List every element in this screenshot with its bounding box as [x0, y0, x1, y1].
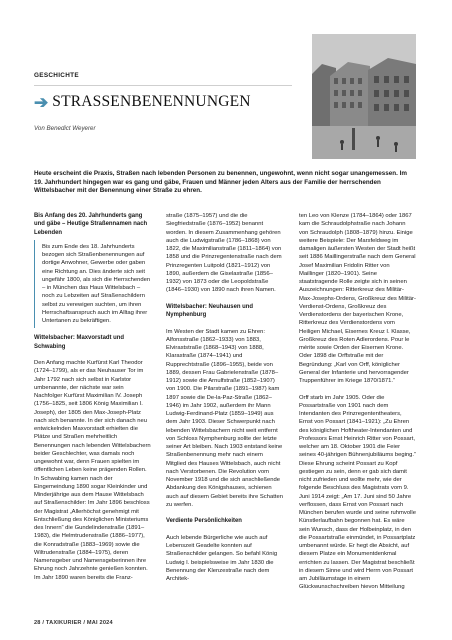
- subheading: Wittelsbacher: Maxvorstadt und Schwabing: [34, 335, 125, 350]
- page-footer: 28 / TAXIKURIER / MAI 2024: [34, 620, 113, 626]
- author-byline: Von Benedict Weyerer: [34, 125, 96, 132]
- info-box-text: Bis zum Ende des 18. Jahrhunderts bezogen sich Straßenbenennungen auf dortige Anwohner, Gewerbe oder gaben eine Richtung an. Dies änderte sich seit ungefähr 1800, als sich die Herrschenden – in München das Haus Wittelsbach – noch zu Lebzeiten auf Straßenschildern selbst zu verewigen suchten, um ihren Herrschaftsanspruch auch im Alltag ihrer Untertanen zu bekräftigen.: [42, 243, 151, 324]
- text-column-3: [299, 212, 416, 592]
- text-column-1: [34, 212, 151, 582]
- arrow-right-icon: ➔: [34, 92, 49, 112]
- subheading: Wittelsbacher: Neuhausen und Nymphenburg: [166, 303, 254, 318]
- info-box: [34, 240, 151, 329]
- paragraph: Im Westen der Stadt kamen zu Ehren: Alfonsstraße (1862–1933) von 1883, Elviraststraße (1868–1943) von 1888, Klarastraße (1874–1941) und Rupprechtstraße (1896–1955), beide von 1889, dessen Frau Gabrielenstraße (1878–1912) sowie die Arnulfstraße (1852–1907) von 1900. Die Pilarstraße (1891–1987) kam 1897 sowie die De-la-Paz-Straße (1862–1946) im Jahr 1902, außerdem ihr Mann Ludwig-Ferdinand-Platz (1859–1949) aus dem Jahr 1903. Dieser Schwerpunkt nach lebenden Wittelsbachern nicht weit entfernt von Schloss Nymphenburg sollte der letzte seiner Art bleiben. Nach 1903 entstand keine Straßenbenennung mehr nach einem Mitglied des Hauses Wittelsbach, auch nicht nach Verstorbenen. Die Revolution vom November 1918 und die sich anschließende Abdankung des Königshauses, schienen auch auf diesem Gebiet bereits ihre Schatten zu werfen.: [166, 328, 283, 508]
- paragraph: Orff starb im Jahr 1905. Oder die Possartstraße von 1901 nach dem Intendanten des Prinzregententheaters, Ernst von Possart (1841–1921): „Zu Ehren des königlichen Hoftheater-Intendanten und Professors Ernst Heinrich Ritter von Possart, welcher am 18. Oktober 1901 die Feier seines 40-jährigen Bühnenjubiläums beging.“ Diese Ehrung scheint Possart zu Kopf gestiegen zu sein, denn er gab sich damit nicht zufrieden und wollte mehr, wie der folgende Beschluss des Magistrats vom 9. Juni 1914 zeigt: „Am 17. Juni sind 50 Jahre verflossen, dass Ernst von Possart nach München berufen wurde und seine ruhmvolle Künstlerlaufbahn begonnen hat. Es wäre sein Wunsch, dass der Holbeinplatz, in den die Possartstraße einmündet, in Possartplatz umbenannt würde. Er hegt die Absicht, auf diesem Platze ein Monumentdenkmal errichten zu lassen. Der Magistrat beschließt in diesem Sinne und wird Herrn von Possart am Jubiläumstage in einem Glückwunschschreiben hievon Mitteilung: [299, 394, 416, 591]
- historic-street-photo: [312, 34, 416, 159]
- paragraph: Auch lebende Bürgerliche wie auch auf Lebenszeit Geadelte konnten auf Straßenschilder gelangen. So befahl König Ludwig I. beispielsweise im Jahr 1830 die Benennung der Klenzestraße nach dem Architek-: [166, 534, 278, 582]
- article-lede: Heute erscheint die Praxis, Straßen nach lebenden Personen zu benennen, ungewohnt, wenn nicht sogar unangemessen. Im 19. Jahrhundert hingegen war es gang und gäbe, Frauen und Männer jeden Alters aus der Familie der herrschenden Wittelsbacher mit der Benennung einer Straße zu ehren.: [34, 170, 407, 195]
- paragraph: Den Anfang machte Kurfürst Karl Theodor (1724–1799), als er das Neuhauser Tor im Jahr 1792 nach sich selbst in Karlstor umbenannte, der nächste war sein Nachfolger Kurfürst Maximilian IV. Joseph (1756–1825, seit 1806 König Maximilian I. Joseph), der 1805 den Max-Joseph-Platz nach sich benannte. In der sich danach neu entwickelnden Maxvorstadt erhielten die Plätze und Straßen mehrheitlich Benennungen nach lebenden Wittelsbachern beider Geschlechter, was damals noch ungewohnt war, denn Frauen spielten im öffentlichen Leben keine prägenden Rollen. In Schwabing kamen nach der Eingemeindung 1890 sogar Kleinkinder und Minderjährige aus dem Hause Wittelsbach auf Straßenschilder: Im Jahr 1896 beschloss der Magistrat „Allerhöchst genehmigt mit Entschließung des Königlichen Ministeriums des Innern“ die Gundelindenstraße (1891–1983), die Helmtrudenstraße (1886–1977), die Konradstraße (1883–1969) sowie die Wiltrudenstraße (1884–1975), deren Namensgeber und Namensgeberinnen ihre Ehrung noch Jahrzehnte genießen konnten. Im Jahr 1890 waren bereits die Franz-: [34, 360, 151, 581]
- article-title-row: [34, 93, 292, 111]
- section-label: GESCHICHTE: [34, 72, 79, 79]
- text-column-2: [166, 212, 283, 583]
- paragraph: straße (1875–1957) und die die Siegfriedstraße (1876–1952) benannt worden. In diesem Zusammenhang gehören auch die Ludwigstraße (1786–1868) von 1822, die Maximilianstraße (1811–1864) von 1858 und die Prinzregentenstraße nach dem Prinzregenten Luitpold (1821–1912) von 1890, außerdem die Giselastraße (1856–1932) von 1873 oder die Leopoldstraße (1846–1930) von 1890 nach ihren Namen.: [166, 213, 282, 294]
- article-title: STRASSENBENENNUNGEN: [52, 93, 251, 110]
- subheading: Bis Anfang des 20. Jahrhunderts gang und gäbe – Heutige Straßennamen nach Lebenden: [34, 213, 148, 236]
- paragraph: ten Leo von Klenze (1784–1864) oder 1867 kam die Schraudolphstraße nach Johann von Schraudolph (1808–1879) hinzu. Einige weitere Beispiele: Der Marsfeldweg im damaligen äußersten Westen der Stadt heißt seit 1886 Maillingerstraße nach dem General Josef Maximilian Fridolin Ritter von Maillinger (1820–1901). Seine staatstragende Rolle zeigte sich in seinen Auszeichnungen: Ritterkreuz des Militär-Max-Josephs-Ordens, Großkreuz des Militär-Verdienst-Ordens, Großkreuz des Verdienstordens der bayerischen Krone, Ritterkreuz des Verdienstordens vom Heiligen Michael, Eisernes Kreuz I. Klasse, Großkreuz des Roten Adlerordens. Pour le mérite sowie Orden der Eisernen Krone. Oder 1898 die Orffstraße mit der Begründung: „Karl von Orff, königlicher General der Infanterie und hervorragender Truppenführer im Kriege 1870/1871.“: [299, 213, 416, 384]
- section-divider: [34, 85, 292, 86]
- subheading: Verdiente Persönlichkeiten: [166, 518, 242, 525]
